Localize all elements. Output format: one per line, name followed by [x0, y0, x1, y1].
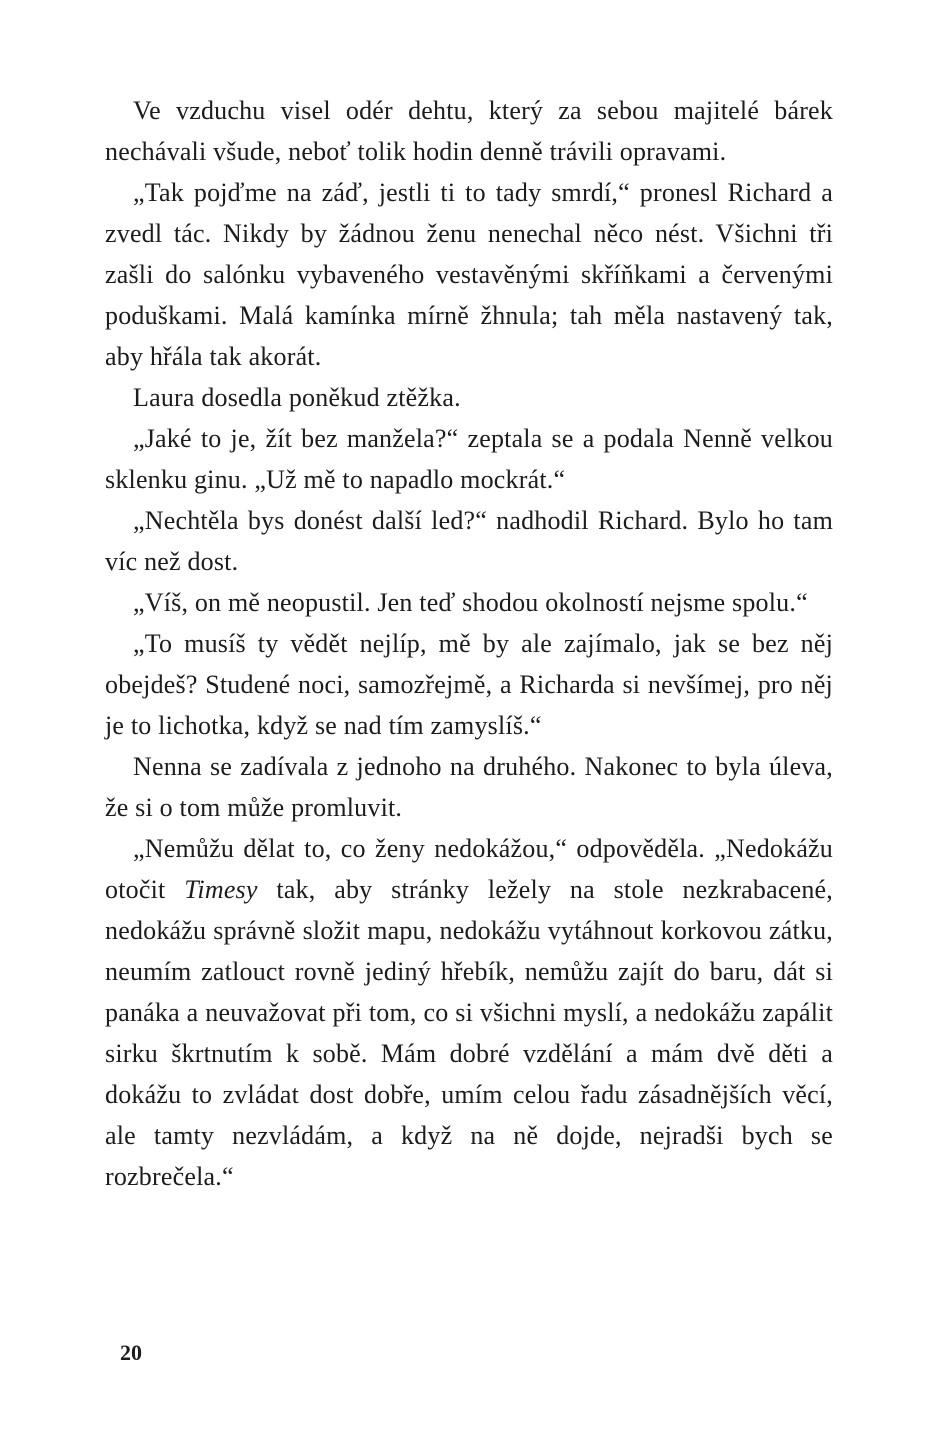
- paragraph: [105, 418, 833, 500]
- text-run: Ve vzduchu visel odér dehtu, který za sebou majitelé bárek nechávali všude, neboť tolik hodin denně trávili opravami.: [105, 96, 833, 166]
- text-run: „Tak pojďme na záď, jestli ti to tady smrdí,“ pronesl Richard a zvedl tác. Nikdy by žádnou ženu nenechal něco nést. Všichni tři zašli do salónku vybaveného vestavěnými skříňkami a červenými poduškami. Malá kamínka mírně žhnula; tah měla nastavený tak, aby hřála tak akorát.: [105, 178, 833, 371]
- paragraph: [105, 746, 833, 828]
- text-run: „Víš, on mě neopustil. Jen teď shodou okolností nejsme spolu.“: [133, 588, 808, 617]
- paragraph: [105, 377, 833, 418]
- paragraph: [105, 623, 833, 746]
- text-run: „Jaké to je, žít bez manžela?“ zeptala se a podala Nenně velkou sklenku ginu. „Už mě to napadlo mockrát.“: [105, 424, 833, 494]
- page-number: 20: [120, 1340, 142, 1365]
- paragraph: [105, 172, 833, 377]
- page-text: [105, 90, 833, 1197]
- text-run: Laura dosedla poněkud ztěžka.: [133, 383, 461, 412]
- text-run: „Nemůžu dělat to, co ženy nedokážou,“ odpověděla. „Nedokážu otočit: [105, 834, 833, 904]
- paragraph: [105, 582, 833, 623]
- text-run: Nenna se zadívala z jednoho na druhého. Nakonec to byla úleva, že si o tom může promluvit.: [105, 752, 833, 822]
- paragraph: [105, 828, 833, 1197]
- text-run: tak, aby stránky ležely na stole nezkrabacené, nedokážu správně složit mapu, nedokážu vytáhnout korkovou zátku, neumím zatlouct rovně jediný hřebík, nemůžu zajít do baru, dát si panáka a neuvažovat při tom, co si všichni myslí, a nedokážu zapálit sirku škrtnutím k sobě. Mám dobré vzdělání a mám dvě děti a dokážu to zvládat dost dobře, umím celou řadu zásadnějších věcí, ale tamty nezvládám, a když na ně dojde, nejradši bych se rozbrečela.“: [105, 875, 833, 1191]
- italic-text-run: Timesy: [184, 875, 258, 904]
- text-run: „Nechtěla bys donést další led?“ nadhodil Richard. Bylo ho tam víc než dost.: [105, 506, 833, 576]
- paragraph: [105, 500, 833, 582]
- paragraph: [105, 90, 833, 172]
- text-run: „To musíš ty vědět nejlíp, mě by ale zajímalo, jak se bez něj obejdeš? Studené noci, samozřejmě, a Richarda si nevšímej, pro něj je to lichotka, když se nad tím zamyslíš.“: [105, 629, 833, 740]
